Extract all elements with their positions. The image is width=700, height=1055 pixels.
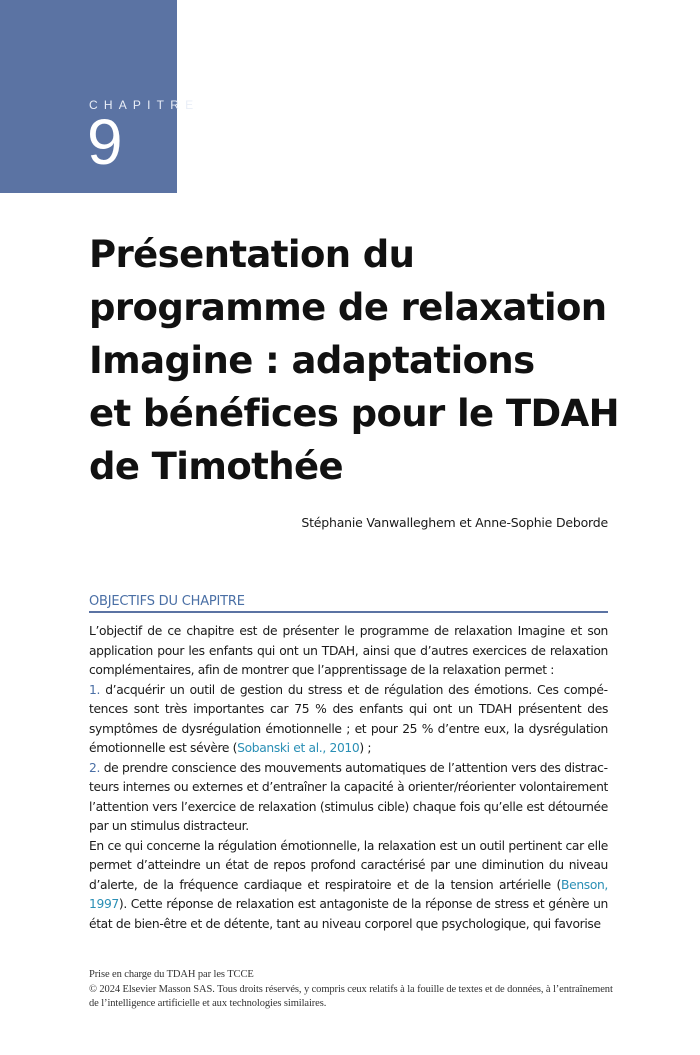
chapter-banner (0, 0, 200, 193)
title-line: Présentation du (89, 233, 415, 276)
chapter-label: CHAPITRE (89, 98, 200, 112)
footer-book-title: Prise en charge du TDAH par les TCCE (89, 969, 254, 980)
objective-text: d’acquérir un outil de gestion du stress et de régulation des émotions. Ces compétences sont très importantes car 75 % des enfants qui ont un TDAH présentent des symptômes de dysrégulation émotionnelle ; et pour 25 % d’entre eux, la dysrégulation émotionnelle est sévère ( (89, 682, 608, 755)
footer-copyright: © 2024 Elsevier Masson SAS. Tous droits réservés, y compris ceux relatifs à la fouille de textes et de données, à l’entraînement (89, 983, 613, 995)
objective-item-1 (89, 681, 608, 759)
chapter-title (89, 228, 629, 493)
title-line: de Timothée (89, 445, 343, 488)
objectives-heading: OBJECTIFS DU CHAPITRE (89, 594, 608, 613)
title-line: Imagine : adaptations (89, 339, 535, 382)
paragraph-text-end: ). Cette réponse de relaxation est antagoniste de la réponse de stress et génère un état de bien-être et de détente, tant au niveau corporel que psychologique, qui favorise (89, 897, 608, 931)
body-paragraph (89, 837, 608, 935)
title-line: programme de relaxation (89, 286, 607, 329)
page-footer (89, 968, 619, 1012)
objectives-body (89, 622, 608, 934)
chapter-number: 9 (87, 106, 123, 178)
objective-text-end: ) ; (359, 741, 372, 755)
objective-item-2 (89, 759, 608, 837)
footer-copyright-cont: de l’intelligence artificielle et aux technologies similaires. (89, 998, 327, 1009)
objective-text: de prendre conscience des mouvements automatiques de l’attention vers des distracteurs internes ou externes et d’entraîner la capacité à orienter/réorienter volontairement l’attention vers l’exercice de relaxation (stimulus cible) chaque fois qu’elle est détournée par un stimulus distracteur. (89, 760, 608, 833)
objectives-intro: L’objectif de ce chapitre est de présenter le programme de relaxation Imagine et son application pour les enfants qui ont un TDAH, ainsi que d’autres exercices de relaxation complémentaires, afin de montrer que l’apprentissage de la relaxation permet : (89, 624, 608, 677)
list-number: 1. (89, 682, 101, 697)
citation-link-benson[interactable]: Benson, 1997 (89, 877, 608, 911)
title-line: et bénéfices pour le TDAH (89, 392, 619, 435)
list-number: 2. (89, 760, 101, 775)
citation-link-sobanski[interactable]: Sobanski et al., 2010 (237, 741, 360, 755)
paragraph-text: En ce qui concerne la régulation émotionnelle, la relaxation est un outil pertinent car elle permet d’atteindre un état de repos profond caractérisé par une diminution du niveau d’alerte, de la fréquence cardiaque et respiratoire et de la tension artérielle ( (89, 838, 608, 892)
chapter-authors: Stéphanie Vanwalleghem et Anne-Sophie Deborde (301, 515, 608, 530)
